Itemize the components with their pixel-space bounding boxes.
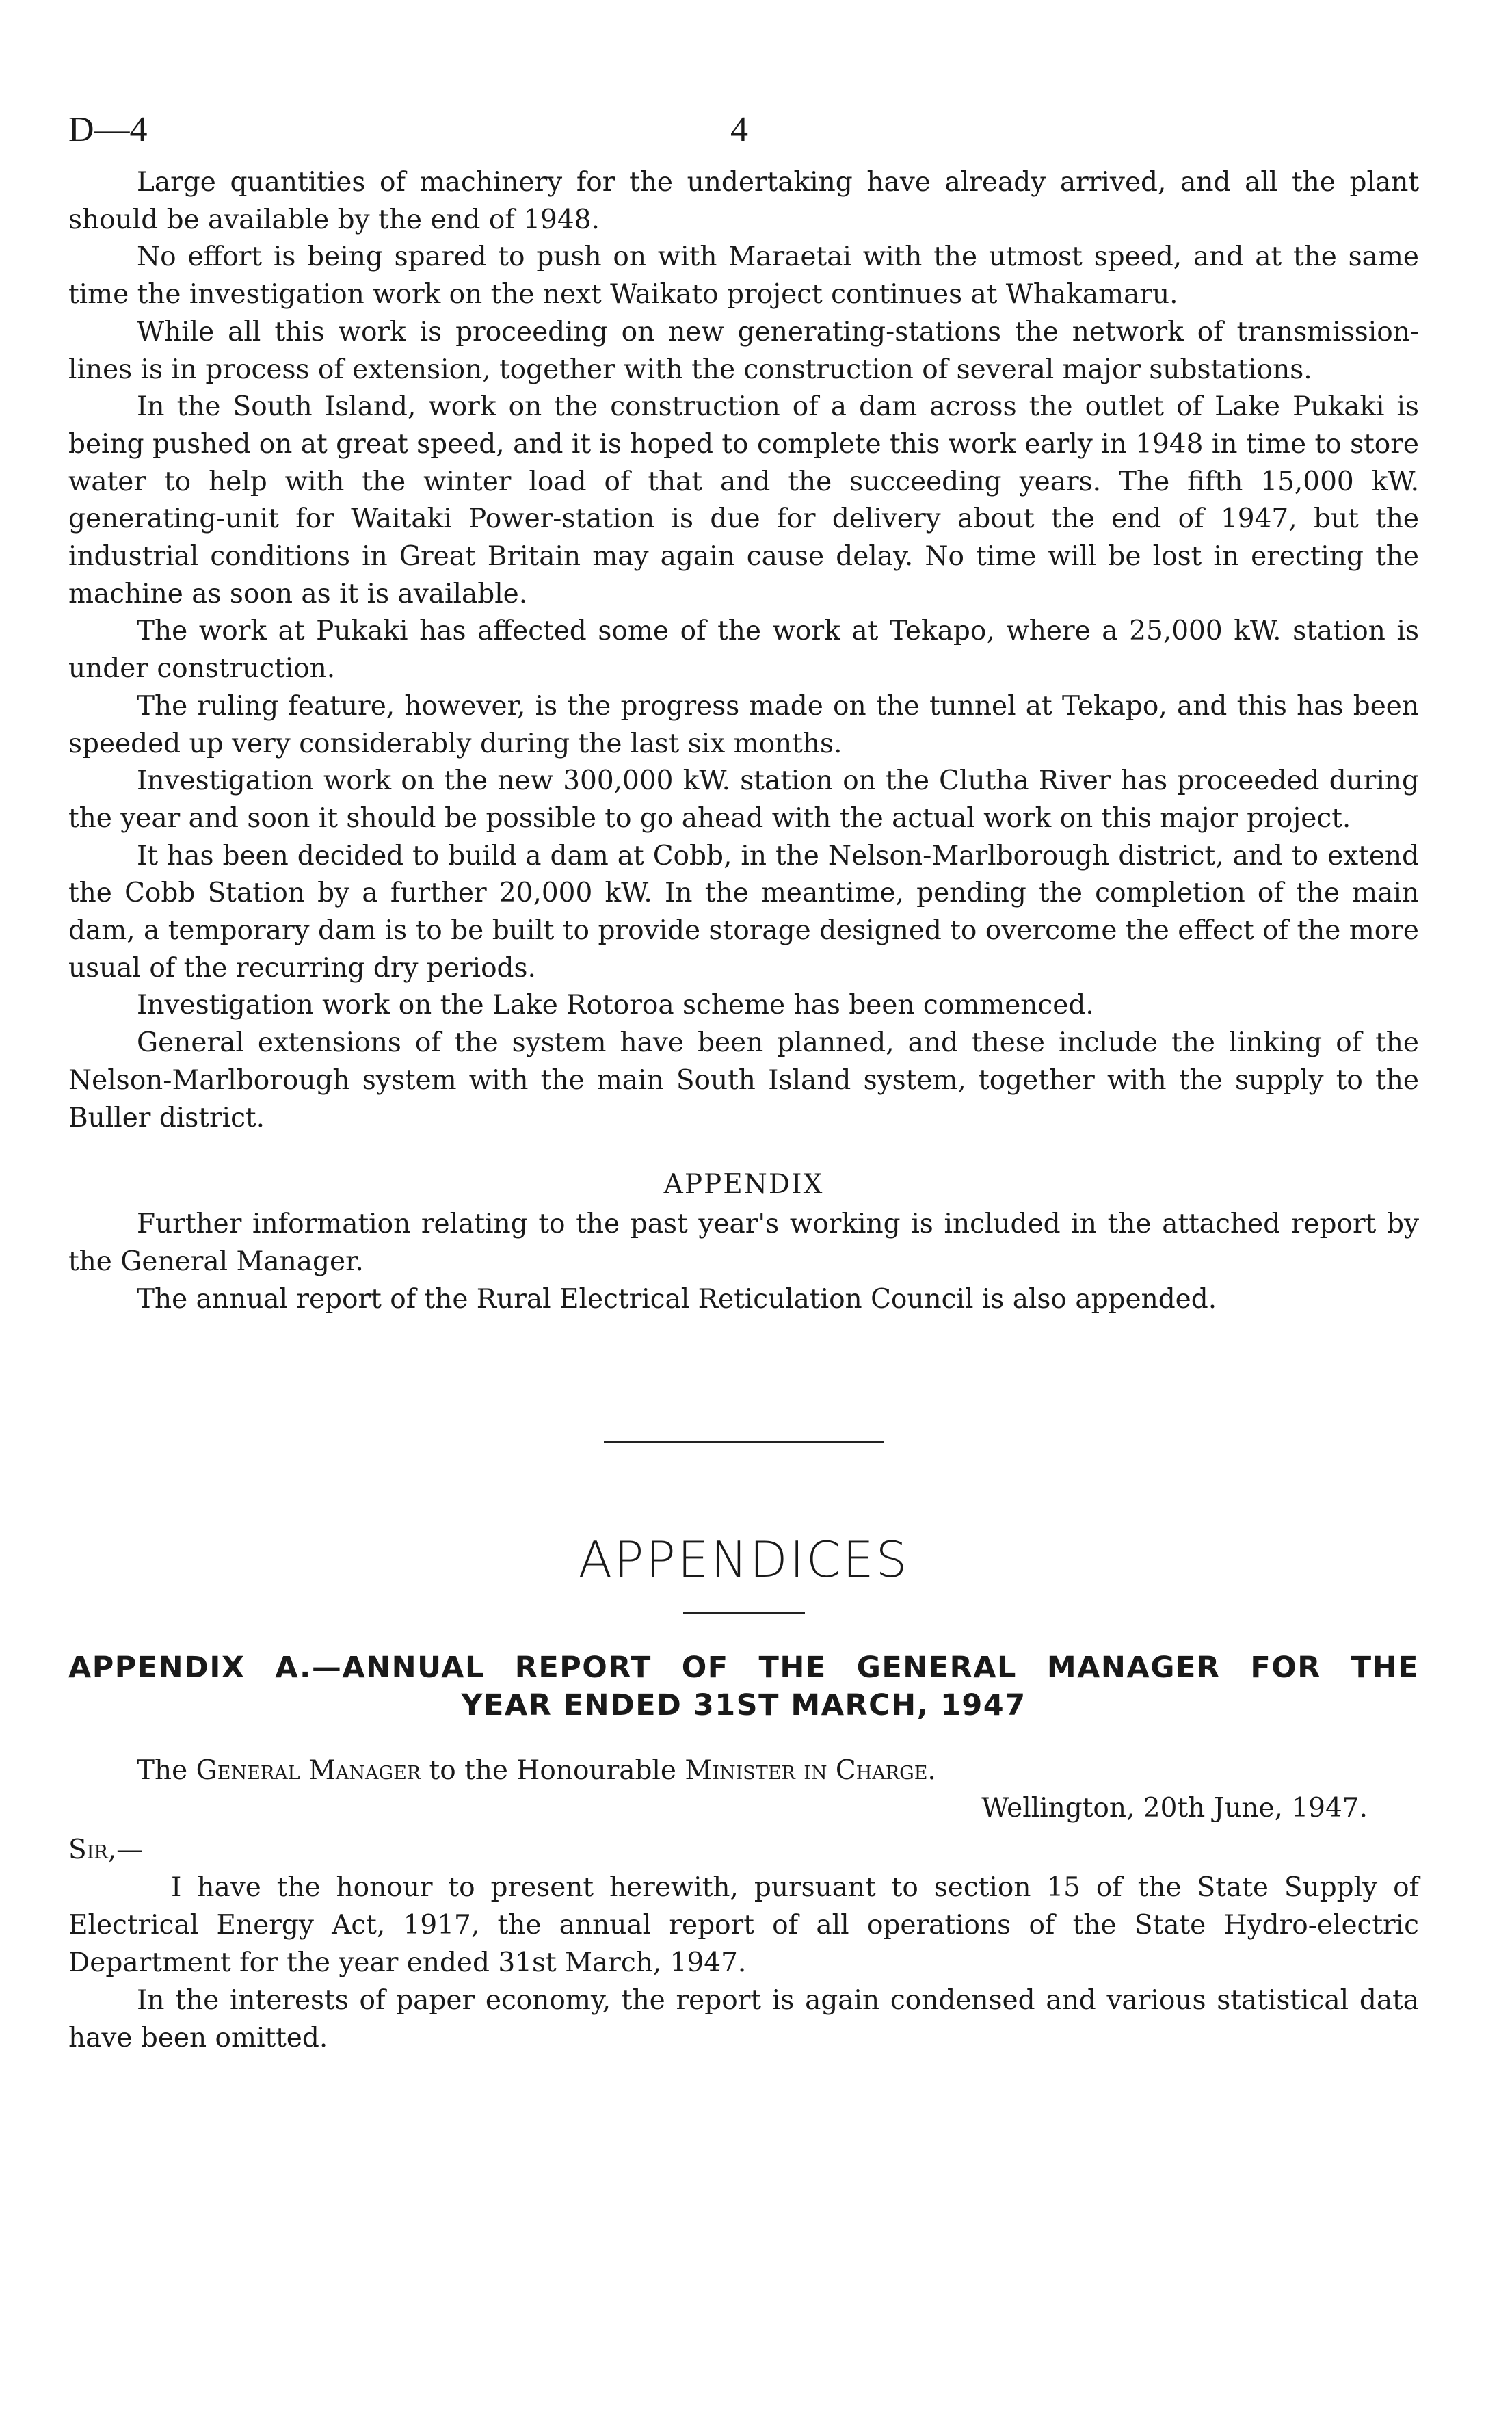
address-recipient: Minister in Charge. — [685, 1755, 936, 1787]
body-paragraph: In the South Island, work on the construction of a dam across the outlet of Lake Pukaki is being pushed on at great speed, and it is hoped to complete this work early in 1948 in time to store water to help with the winter load of that and the succeeding years. The fifth 15,000 kW. generating-unit for Waitaki Power-station is due for delivery about the end of 1947, but the industrial conditions in Great Britain may again cause delay. No time will be lost in erecting the machine as soon as it is available. — [68, 391, 1419, 609]
page — [68, 109, 1419, 2057]
body-paragraph: While all this work is proceeding on new generating-stations the network of transmission-lines is in process of extension, together with the construction of several major substations. — [68, 316, 1419, 385]
body-paragraph: General extensions of the system have been planned, and these include the linking of the Nelson-Marlborough system with the main South Island system, together with the supply to the Buller district. — [68, 1027, 1419, 1133]
letter-paragraph: In the interests of paper economy, the report is again condensed and various statistical data have been omitted. — [68, 1985, 1419, 2054]
appendix-a-title — [68, 1649, 1419, 1724]
appendix-section — [68, 1205, 1419, 1318]
appendices-title: APPENDICES — [578, 1531, 910, 1589]
body-paragraph: Large quantities of machinery for the undertaking have already arrived, and all the plant should be available by the end of 1948. — [68, 167, 1419, 235]
address-to: to the Honourable — [429, 1755, 676, 1787]
address-the: The — [137, 1755, 188, 1787]
body-paragraph: The ruling feature, however, is the progress made on the tunnel at Tekapo, and this has been speeded up very considerably during the last six months. — [68, 690, 1419, 759]
body-paragraph: Investigation work on the Lake Rotoroa scheme has been commenced. — [137, 990, 1094, 1021]
section-divider — [604, 1441, 884, 1443]
body-paragraph: No effort is being spared to push on with Maraetai with the utmost speed, and at the same time the investigation work on the next Waikato project continues at Whakamaru. — [68, 241, 1419, 311]
letter-paragraph: I have the honour to present herewith, pursuant to section 15 of the State Supply of Electrical Energy Act, 1917, the annual report of all operations of the State Hydro-electric Department for the year ended 31st March, 1947. — [68, 1872, 1419, 1979]
body-paragraph: Investigation work on the new 300,000 kW. station on the Clutha River has proceeded during the year and soon it should be possible to go ahead with the actual work on this major project. — [68, 765, 1419, 834]
appendix-a-title-line1: APPENDIX A.—ANNUAL REPORT OF THE GENERAL MANAGER FOR THE — [68, 1651, 1419, 1685]
document-code: D—4 — [68, 110, 148, 149]
title-underline — [683, 1612, 805, 1614]
appendix-a-title-line2: YEAR ENDED 31ST MARCH, 1947 — [461, 1688, 1026, 1723]
salutation: Sir,— — [68, 1835, 144, 1866]
report-body — [68, 164, 1419, 1137]
body-paragraph: It has been decided to build a dam at Cobb, in the Nelson-Marlborough district, and to extend the Cobb Station by a further 20,000 kW. In the meantime, pending the completion of the main dam, a temporary dam is to be built to provide storage designed to overcome the effect of the more usual of the recurring dry periods. — [68, 840, 1419, 984]
appendix-paragraph: Further information relating to the past year's working is included in the attached report by the General Manager. — [68, 1209, 1419, 1278]
address-from: General Manager — [196, 1755, 421, 1787]
page-number: 4 — [730, 110, 748, 149]
appendix-heading: APPENDIX — [663, 1169, 824, 1200]
page-header — [68, 109, 1419, 164]
place-date: Wellington, 20th June, 1947. — [981, 1793, 1368, 1824]
appendix-paragraph: The annual report of the Rural Electrical Reticulation Council is also appended. — [137, 1284, 1217, 1315]
letter-body — [68, 1869, 1419, 2057]
address-line — [68, 1752, 1419, 1789]
body-paragraph: The work at Pukaki has affected some of the work at Tekapo, where a 25,000 kW. station is under construction. — [68, 616, 1419, 685]
